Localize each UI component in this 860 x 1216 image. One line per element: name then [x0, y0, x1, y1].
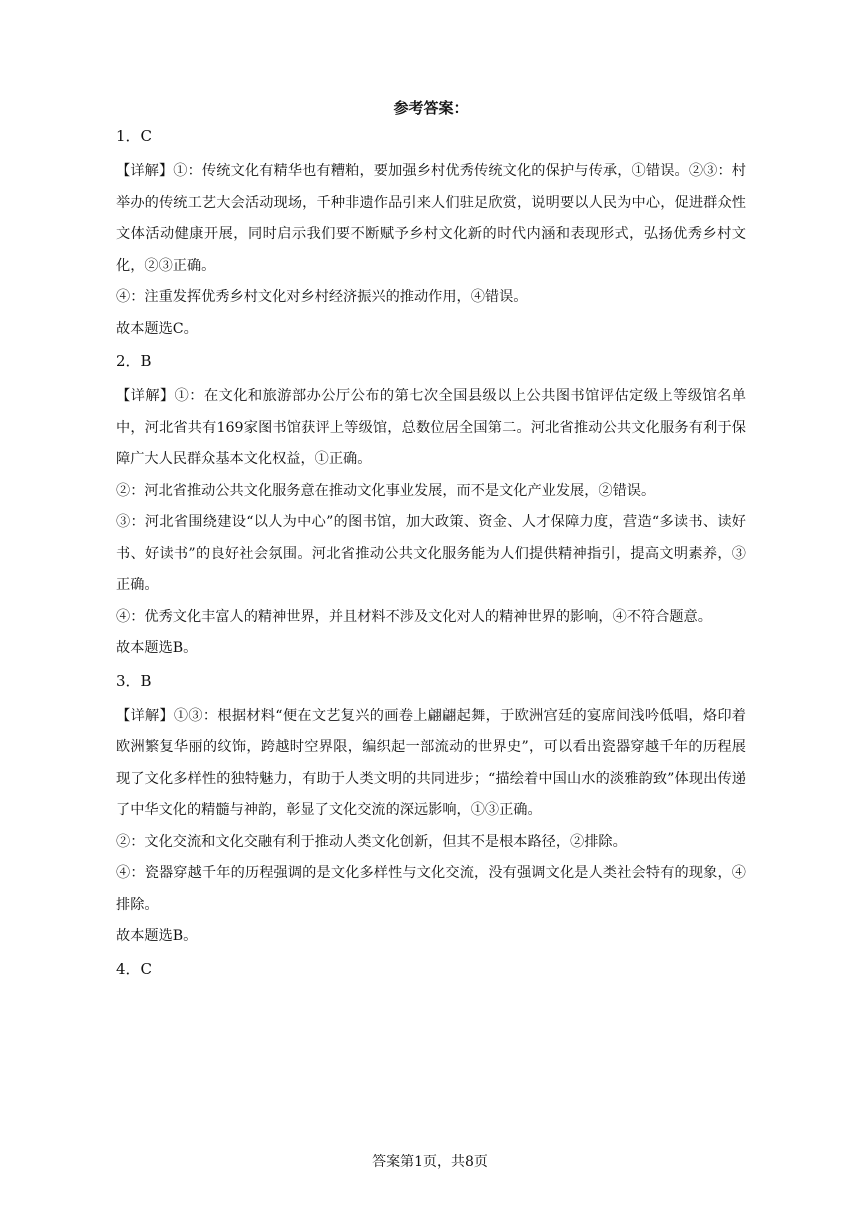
explanation-paragraph: ④：瓷器穿越千年的历程强调的是文化多样性与文化交流，没有强调文化是人类社会特有的现象，④排除。: [116, 865, 746, 913]
explanation-paragraph: 【详解】①：传统文化有精华也有糟粕，要加强乡村优秀传统文化的保护与传承，①错误。②③：村举办的传统工艺大会活动现场，千种非遗作品引来人们驻足欣赏，说明要以人民为中心，促进群众性文体活动健康开展，同时启示我们要不断赋予乡村文化新的时代内涵和表现形式，弘扬优秀乡村文化，②③正确。: [116, 163, 746, 274]
explanation-paragraph: ④：优秀文化丰富人的精神世界，并且材料不涉及文化对人的精神世界的影响，④不符合题意。: [116, 608, 712, 625]
answer-number: 1．C: [116, 127, 153, 145]
answer-page: [116, 98, 746, 989]
explanation-paragraph: 【详解】①：在文化和旅游部办公厅公布的第七次全国县级以上公共图书馆评估定级上等级馆名单中，河北省共有169家图书馆获评上等级馆，总数位居全国第二。河北省推动公共文化服务有利于保障广大人民群众基本文化权益，①正确。: [116, 388, 746, 467]
answer-number: 2．B: [116, 352, 152, 370]
page-footer: 答案第1页，共8页: [372, 1154, 488, 1170]
answer-item-1: [116, 126, 746, 345]
explanation-paragraph: ②：文化交流和文化交融有利于推动人类文化创新，但其不是根本路径，②排除。: [116, 833, 627, 850]
answer-item-2: [116, 351, 746, 665]
answer-item-4: [116, 959, 746, 979]
explanation-paragraph: ④：注重发挥优秀乡村文化对乡村经济振兴的推动作用，④错误。: [116, 289, 528, 305]
conclusion-line: 故本题选B。: [116, 640, 198, 656]
answer-item-3: [116, 671, 746, 953]
conclusion-line: 故本题选C。: [116, 320, 198, 337]
answer-number: 3．B: [116, 671, 152, 690]
explanation-paragraph: 【详解】①③：根据材料“便在文艺复兴的画卷上翩翩起舞，于欧洲宫廷的宴席间浅吟低唱，烙印着欧洲繁复华丽的纹饰，跨越时空界限，编织起一部流动的世界史”，可以看出瓷器穿越千年的历程展现了文化多样性的独特魅力，有助于人类文明的共同进步；“描绘着中国山水的淡雅韵致”体现出传递了中华文化的精髓与神韵，彰显了文化交流的深远影响，①③正确。: [116, 707, 746, 818]
explanation-paragraph: ②：河北省推动公共文化服务意在推动文化事业发展，而不是文化产业发展，②错误。: [116, 482, 656, 499]
answer-number: 4．C: [116, 959, 153, 978]
page-title: 参考答案：: [393, 99, 469, 117]
explanation-paragraph: ③：河北省围绕建设“以人为中心”的图书馆，加大政策、资金、人才保障力度，营造“多读书、读好书、好读书”的良好社会氛围。河北省推动公共文化服务能为人们提供精神指引，提高文明素养，③正确。: [116, 514, 746, 593]
conclusion-line: 故本题选B。: [116, 928, 198, 944]
